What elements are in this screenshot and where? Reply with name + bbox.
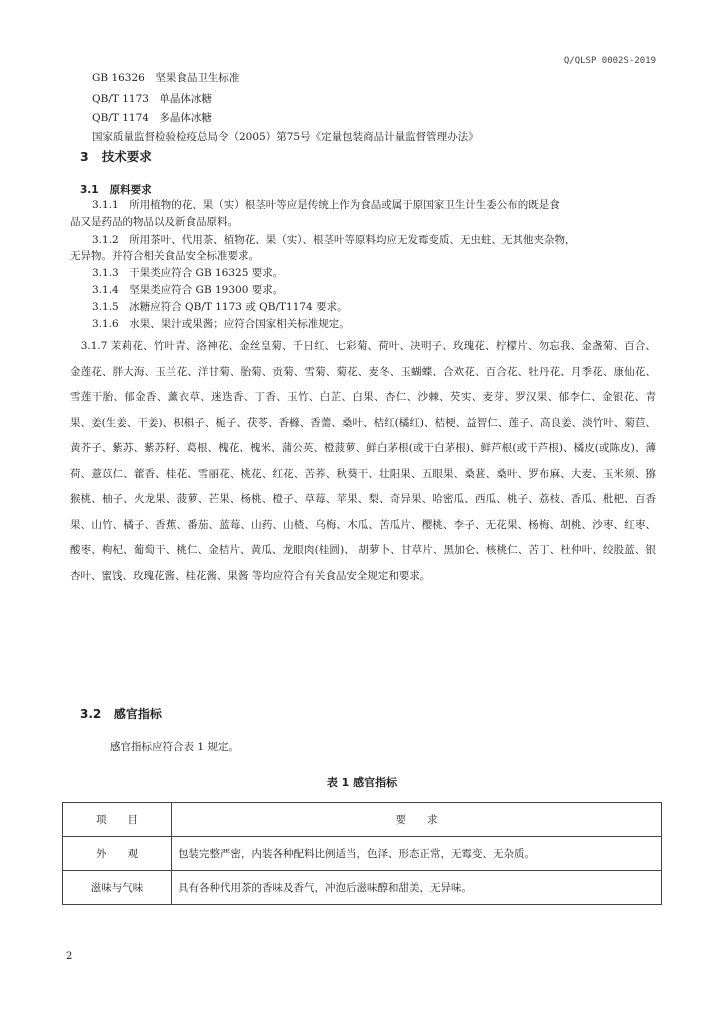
reference-line: QB/T 1173 单晶体冰糖 bbox=[92, 93, 212, 105]
reference-line: QB/T 1174 多晶体冰糖 bbox=[92, 112, 212, 124]
section-3-heading bbox=[80, 147, 152, 165]
table-header-cell: 要 求 bbox=[172, 803, 662, 837]
table-caption: 表 1 感官指标 bbox=[326, 776, 398, 789]
clause-3-1-3: 3.1.3 干果类应符合 GB 16325 要求。 bbox=[92, 267, 284, 279]
subsection-number: 3.2 bbox=[80, 707, 102, 721]
table-header-cell: 项 目 bbox=[63, 803, 172, 837]
clause-3-1-7: 3.1.7 茉莉花、竹叶青、洛神花、金丝皇菊、千日红、七彩菊、荷叶、决明子、玫瑰花、柠檬片、勿忘我、金盏菊、百合、金莲花、胖大海、玉兰花、洋甘菊、胎菊、贡菊、雪菊、菊花、麦冬、玉蝴蝶、合欢花、百合花、牡丹花、月季花、康仙花、雪莲干胎、郁金香、薰衣草、迷迭香、丁香、玉竹、白芷、白果、杏仁、沙棘、芡实、麦芽、罗汉果、郁李仁、金银花、青果、姜(生姜、干姜)、枳椇子、栀子、茯苓、香橼、香薷、桑叶、桔红(橘红)、桔梗、益智仁、莲子、高良姜、淡竹叶、菊苣、黄芥子、紫苏、紫苏籽、葛根、槐花、槐米、蒲公英、橙菠萝、鲜白茅根(或干白茅根)、鲜芦根(或干芦根)、橘皮(或陈皮)、薄荷、薏苡仁、藿香、桂花、雪丽花、桃花、红花、苦荞、秋葵干、壮阳果、五眼果、桑葚、桑叶、罗布麻、大麦、玉米须、猕猴桃、柚子、火龙果、菠萝、芒果、杨桃、橙子、草莓、苹果、梨、奇异果、哈密瓜、西瓜、桃子、荔枝、香瓜、枇杷、百香果、山竹、橘子、香蕉、番茄、蓝莓、山药、山楂、乌梅、木瓜、苦瓜片、樱桃、李子、无花果、杨梅、胡桃、沙枣、红枣、酸枣、枸杞、葡萄干、桃仁、金桔片、黄瓜、龙眼肉(桂圆)、 胡萝卜、甘草片、黑加仑、核桃仁、苦丁、杜仲叶、绞股蓝、银杏叶、蜜饯、玫瑰花酱、桂花酱、果酱 等均应符合有关食品安全规定和要求。 bbox=[70, 340, 656, 582]
page-number: 2 bbox=[66, 951, 73, 962]
subsection-3-2-heading bbox=[80, 705, 162, 722]
table-row bbox=[63, 837, 662, 871]
table-cell-item: 外 观 bbox=[63, 837, 172, 871]
table-cell-requirement: 包装完整严密，内装各种配料比例适当，色泽、形态正常，无霉变、无杂质。 bbox=[172, 837, 662, 871]
sensory-intro: 感官指标应符合表 1 规定。 bbox=[110, 741, 239, 753]
subsection-number: 3.1 bbox=[80, 184, 99, 196]
table-header-row bbox=[63, 803, 662, 837]
document-code: Q/QLSP 0002S-2019 bbox=[563, 56, 656, 66]
section-title: 技术要求 bbox=[101, 149, 152, 164]
clause-3-1-2-line1: 3.1.2 所用茶叶、代用茶、植物花、果（实）、根茎叶等原料均应无发霉变质、无虫蛀、无其他夹杂物， bbox=[92, 234, 576, 246]
subsection-title: 原料要求 bbox=[109, 184, 152, 196]
reference-line: GB 16326 坚果食品卫生标准 bbox=[92, 72, 240, 84]
table-cell-item: 滋味与气味 bbox=[63, 871, 172, 905]
sensory-table bbox=[62, 802, 662, 905]
section-number: 3 bbox=[80, 149, 89, 164]
clause-3-1-1-line1: 3.1.1 所用植物的花、果（实）根茎叶等应是传统上作为食品或属于原国家卫生计生委公布的既是食 bbox=[92, 199, 560, 211]
subsection-title: 感官指标 bbox=[113, 707, 162, 721]
table-cell-requirement: 具有各种代用茶的香味及香气，冲泡后滋味醇和甜美，无异味。 bbox=[172, 871, 662, 905]
clause-3-1-1-line2: 品又是药品的物品以及新食品原料。 bbox=[70, 216, 238, 228]
clause-3-1-5: 3.1.5 冰糖应符合 QB/T 1173 或 QB/T1174 要求。 bbox=[92, 301, 348, 313]
reference-line: 国家质量监督检验检疫总局令（2005）第75号《定量包装商品计量监督管理办法》 bbox=[92, 131, 479, 143]
table-row bbox=[63, 871, 662, 905]
clause-3-1-6: 3.1.6 水果、果汁或果酱；应符合国家相关标准规定。 bbox=[92, 318, 350, 330]
clause-3-1-4: 3.1.4 坚果类应符合 GB 19300 要求。 bbox=[92, 284, 284, 296]
subsection-3-1-heading bbox=[80, 182, 152, 197]
clause-3-1-2-line2: 无异物。并符合相关食品安全标准要求。 bbox=[70, 250, 259, 262]
